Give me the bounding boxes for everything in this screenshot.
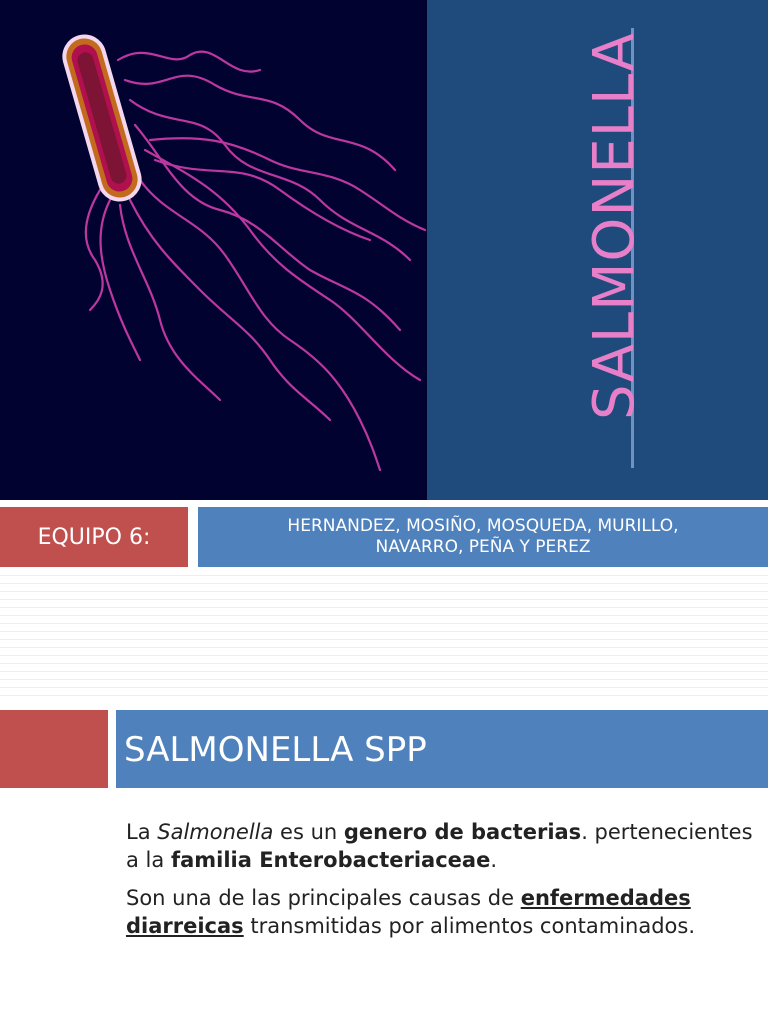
text-run: transmitidas por alimentos contaminados. xyxy=(243,914,696,938)
paragraph-definition xyxy=(126,818,756,874)
team-members-line-2: NAVARRO, PEÑA Y PEREZ xyxy=(375,537,591,557)
slide-title: SALMONELLA xyxy=(582,32,647,420)
team-members-line-1: HERNANDEZ, MOSIÑO, MOSQUEDA, MURILLO, xyxy=(287,516,679,536)
team-members xyxy=(198,507,768,567)
text-run: La xyxy=(126,820,158,844)
team-label: EQUIPO 6: xyxy=(0,507,188,567)
slide-heading: SALMONELLA SPP xyxy=(124,730,427,770)
paragraph-causes xyxy=(126,884,756,940)
content-slide xyxy=(0,696,768,1024)
accent-block xyxy=(0,710,108,788)
salmonella-bacterium-image xyxy=(0,0,427,500)
text-run: . pertenecientes a la xyxy=(126,820,753,872)
slide-body xyxy=(126,818,756,950)
text-run: es un xyxy=(273,820,344,844)
bacterium-illustration xyxy=(0,0,427,500)
slide-separator xyxy=(0,568,768,696)
bold-term: genero de bacterias xyxy=(343,820,582,844)
underlined-term: enfermedades diarreicas xyxy=(126,886,691,938)
bold-term: familia Enterobacteriaceae xyxy=(170,848,491,872)
italic-term: Salmonella xyxy=(157,820,274,844)
text-run: Son una de las principales causas de xyxy=(126,886,521,910)
text-run: . xyxy=(490,848,498,872)
